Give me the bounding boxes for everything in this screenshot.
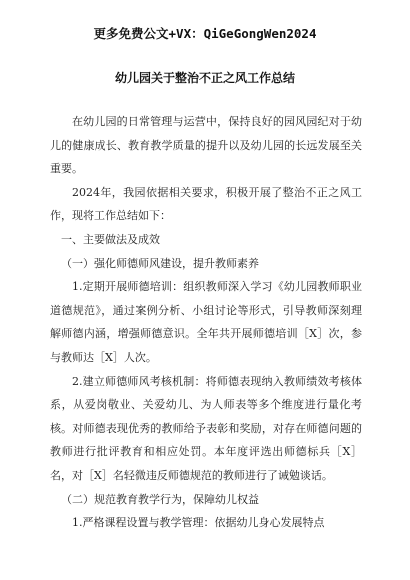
intro-paragraph: 在幼儿园的日常管理与运营中，保持良好的园风园纪对于幼儿的健康成长、教育教学质量的提升以及幼儿园的长远发展至关重要。	[50, 115, 362, 176]
item-paragraph-1: 1.定期开展师德培训：组织教师深入学习《幼儿园教师职业道德规范》，通过案例分析、小组讨论等形式，引导教师深刻理解师德内涵，增强师德意识。全年共开展师德培训［X］次，参与教师达［X］人次。	[50, 280, 362, 364]
subsection-heading-1: （一）强化师德师风建设，提升教师素养	[61, 256, 259, 270]
subsection-heading-2: （二）规范教育教学行为，保障幼儿权益	[61, 492, 259, 506]
section-heading-1: 一、主要做法及成效	[61, 232, 160, 246]
item-paragraph-2: 2.建立师德师风考核机制：将师德表现纳入教师绩效考核体系，从爱岗敬业、关爱幼儿、为人师表等多个维度进行量化考核。对师德表现优秀的教师给予表彰和奖励，对存在师德问题的教师进行批评教育和相应处罚。本年度评选出师德标兵［X］名，对［X］名轻微违反师德规范的教师进行了诫勉谈话。	[50, 374, 362, 482]
promo-header: 更多免费公文+VX：QiGeGongWen2024	[93, 26, 317, 41]
item-paragraph-3: 1.严格课程设置与教学管理：依据幼儿身心发展特点	[72, 516, 325, 530]
document-body	[50, 110, 362, 535]
summary-lead-paragraph: 2024年，我园依据相关要求，积极开展了整治不正之风工作，现将工作总结如下：	[50, 185, 362, 223]
document-title: 幼儿园关于整治不正之风工作总结	[114, 71, 295, 85]
